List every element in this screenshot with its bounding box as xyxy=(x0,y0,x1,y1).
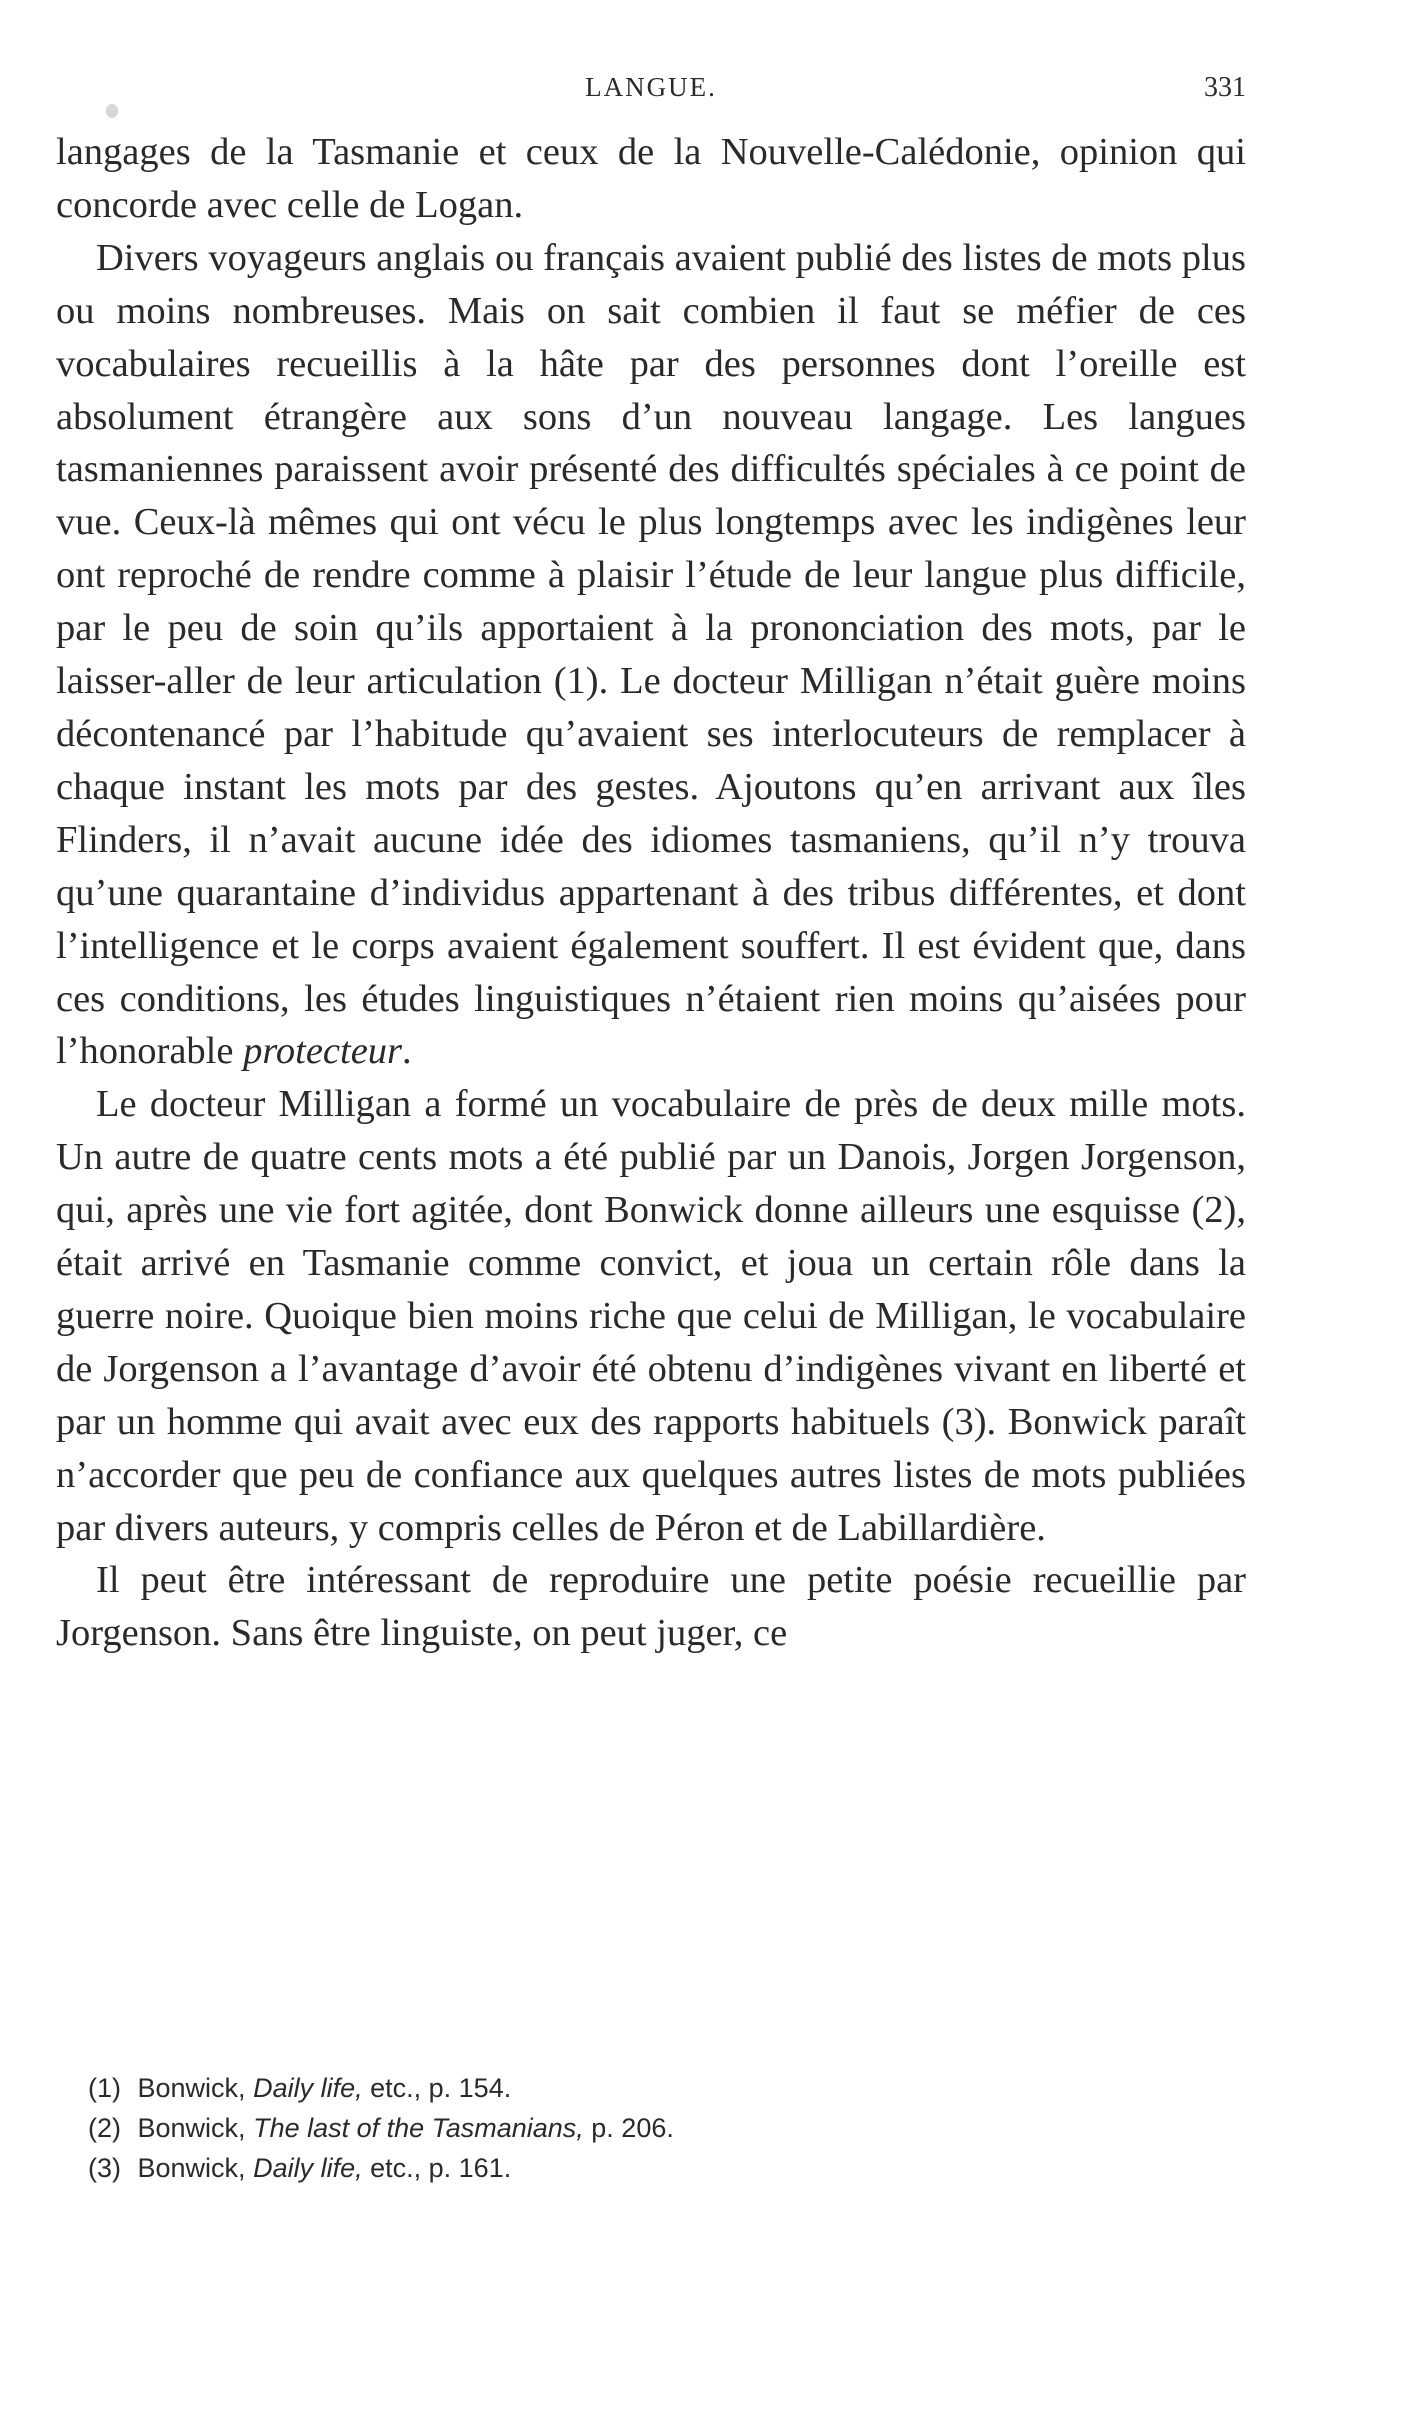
footnote-number: (2) xyxy=(88,2113,121,2143)
paragraph-text: Divers voyageurs anglais ou français avaient publié des listes de mots plus ou moins nombreuses. Mais on sait combien il faut se méfier de ces vocabulaires recueillis à la hâte par des personnes dont l’oreille est absolument étrangère aux sons d’un nouveau langage. Les langues tasmaniennes paraissent avoir présenté des difficultés spéciales à ce point de vue. Ceux-là mêmes qui ont vécu le plus longtemps avec les indigènes leur ont reproché de rendre comme à plaisir l’étude de leur langue plus difficile, par le peu de soin qu’ils apportaient à la prononciation des mots, par le laisser-aller de leur articulation (1). Le docteur Milligan n’était guère moins décontenancé par l’habitude qu’avaient ses interlocuteurs de remplacer à chaque instant les mots par des gestes. Ajoutons qu’en arrivant aux îles Flinders, il n’avait aucune idée des idiomes tasmaniens, qu’il n’y trouva qu’une quarantaine d’individus appartenant à des tribus différentes, et dont l’intelligence et le corps avaient également souffert. Il est évident que, dans ces conditions, les études linguistiques n’étaient rien moins qu’aisées pour l’honorable xyxy=(56,236,1246,1073)
paragraph-text: langages de la Tasmanie et ceux de la Nouvelle-Calédonie, opinion qui concorde avec celle de Logan. xyxy=(56,131,1246,226)
paragraph xyxy=(56,1078,1246,1554)
footnote-author: Bonwick, xyxy=(137,2073,246,2103)
footnote-title: Daily life, xyxy=(253,2073,363,2103)
footnote-author: Bonwick, xyxy=(137,2113,246,2143)
footnote xyxy=(88,2068,1188,2108)
page-number: 331 xyxy=(1204,72,1246,103)
footnote-rest: p. 206. xyxy=(591,2113,674,2143)
paragraph-text: Le docteur Milligan a formé un vocabulaire de près de deux mille mots. Un autre de quatre cents mots a été publié par un Danois, Jorgen Jorgenson, qui, après une vie fort agitée, dont Bonwick donne ailleurs une esquisse (2), était arrivé en Tasmanie comme convict, et joua un certain rôle dans la guerre noire. Quoique bien moins riche que celui de Milligan, le vocabulaire de Jorgenson a l’avantage d’avoir été obtenu d’indigènes vivant en liberté et par un homme qui avait avec eux des rapports habituels (3). Bonwick paraît n’accorder que peu de confiance aux quelques autres listes de mots publiées par divers auteurs, y compris celles de Péron et de Labillardière. xyxy=(56,1083,1246,1549)
running-head xyxy=(56,72,1246,112)
footnote-rest: etc., p. 161. xyxy=(370,2153,512,2183)
footnote-number: (1) xyxy=(88,2073,121,2103)
footnote xyxy=(88,2108,1188,2148)
footnote-title: Daily life, xyxy=(253,2153,363,2183)
paragraph-end: . xyxy=(402,1030,412,1073)
paragraph-continued xyxy=(56,126,1246,232)
footnote-number: (3) xyxy=(88,2153,121,2183)
footnote-title: The last of the Tasmanians, xyxy=(253,2113,584,2143)
running-title: LANGUE. xyxy=(585,72,717,102)
paragraph xyxy=(56,1554,1246,1660)
body-text xyxy=(56,126,1246,1660)
footnote-rest: etc., p. 154. xyxy=(370,2073,512,2103)
footnote-author: Bonwick, xyxy=(137,2153,246,2183)
paragraph xyxy=(56,232,1246,1079)
paragraph-text: Il peut être intéressant de reproduire une petite poésie recueillie par Jorgenson. Sans être linguiste, on peut juger, ce xyxy=(56,1559,1246,1655)
footnote xyxy=(88,2148,1188,2188)
emphasis-text: protecteur xyxy=(243,1030,403,1073)
footnotes xyxy=(88,2068,1188,2188)
